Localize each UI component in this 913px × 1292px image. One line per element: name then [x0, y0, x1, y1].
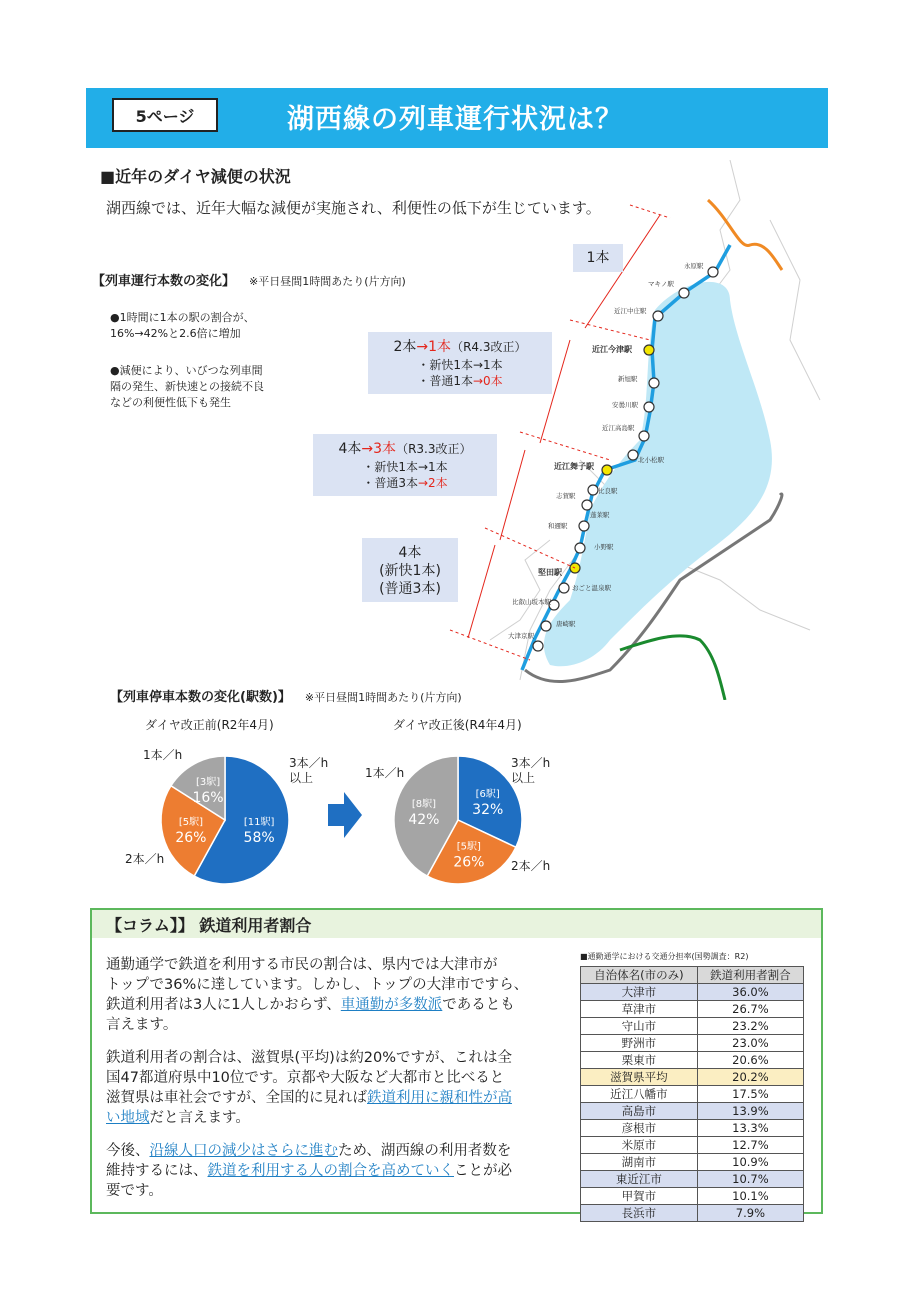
table-cell-name: 甲賀市 [581, 1188, 698, 1205]
box-text-red: →3本 [361, 441, 397, 457]
box-text: ・普通1本 [417, 374, 473, 388]
label-2h-before: 2本／h [125, 852, 165, 866]
train-count-note: ※平日昼間1時間あたり(片方向) [249, 275, 406, 288]
station-omi-imazu [644, 345, 654, 355]
box-text: （R3.3改正） [396, 442, 472, 456]
text: であるとも [442, 997, 515, 1013]
station-nagahara [708, 267, 718, 277]
table-row [581, 1188, 804, 1205]
label-text: 3本／h [289, 756, 329, 770]
station-kita-komatsu [628, 450, 638, 460]
train-count-title: 【列車運行本数の変化】 [92, 274, 236, 289]
station-shiga [582, 500, 592, 510]
box-1hon [573, 244, 623, 272]
box-line: (新快1本) [379, 563, 441, 579]
table-cell-name: 東近江市 [581, 1171, 698, 1188]
emphasis: い地域 [106, 1110, 150, 1126]
pie-slice-percent: 26% [175, 829, 207, 846]
table-cell-name: 大津市 [581, 984, 698, 1001]
pie-before-caption: ダイヤ改正前(R2年4月) [145, 718, 274, 732]
column-line: 要です。 [106, 1183, 163, 1199]
lake-biwa [544, 282, 772, 666]
station-label: 新旭駅 [618, 375, 638, 383]
table-header: 自治体名(市のみ) [581, 967, 698, 984]
column-line: トップで36%に達しています。しかし、トップの大津市ですら、 [106, 977, 529, 993]
pie-slice-percent: 16% [192, 790, 224, 807]
box-text: 4本 [338, 441, 362, 457]
table-row [581, 1001, 804, 1018]
emphasis: 車通勤が多数派 [340, 997, 443, 1013]
label-1h-after: 1本／h [365, 766, 405, 780]
bullet-line: 隔の発生、新快速との接続不良 [110, 380, 264, 393]
station-karasaki [541, 621, 551, 631]
table-cell-name: 高島市 [581, 1103, 698, 1120]
station-label: 大津京駅 [508, 632, 534, 640]
station-makino [679, 288, 689, 298]
box-line: ・新快1本→1本 [362, 460, 448, 474]
stops-heading [110, 686, 462, 705]
station-label: 和邇駅 [548, 522, 568, 530]
table-cell-value: 12.7% [697, 1137, 803, 1154]
pie-slice-percent: 32% [472, 802, 504, 819]
column-body [106, 955, 566, 1201]
table-cell-value: 23.2% [697, 1018, 803, 1035]
station-omi-nakasho [653, 311, 663, 321]
pie-slice-count: [8駅] [411, 799, 436, 811]
box-line [313, 440, 497, 459]
column-heading: 【コラム】】 鉄道利用者割合 [92, 910, 821, 938]
table-cell-name: 近江八幡市 [581, 1086, 698, 1103]
station-label: 近江中庄駅 [614, 307, 647, 315]
box-line [368, 373, 552, 389]
table-row [581, 1205, 804, 1222]
station-label: おごと温泉駅 [572, 584, 611, 592]
pie-chart-before [155, 750, 295, 890]
station-label: 比良駅 [598, 487, 618, 495]
column-line: 通勤通学で鉄道を利用する市民の割合は、県内では大津市が [106, 957, 498, 973]
table-cell-name: 湖南市 [581, 1154, 698, 1171]
box-text-red: →2本 [417, 476, 448, 490]
box-4hon [362, 538, 458, 602]
table-cell-name: 米原市 [581, 1137, 698, 1154]
column-line: 鉄道利用者の割合は、滋賀県(平均)は約20%ですが、これは全 [106, 1050, 513, 1066]
table-cell-name: 栗東市 [581, 1052, 698, 1069]
label-3h-before [289, 756, 328, 786]
station-label: 永原駅 [684, 262, 704, 270]
table-cell-name: 守山市 [581, 1018, 698, 1035]
bullet-line: などの利便性低下も発生 [110, 396, 231, 409]
column-line [106, 1141, 566, 1161]
table-cell-name: 長浜市 [581, 1205, 698, 1222]
table-cell-value: 10.9% [697, 1154, 803, 1171]
table-cell-name: 彦根市 [581, 1120, 698, 1137]
station-label: 志賀駅 [556, 492, 576, 500]
label-text: 以上 [511, 771, 536, 785]
pie-slice-percent: 42% [408, 812, 440, 829]
station-hira [588, 485, 598, 495]
table-cell-name: 野洲市 [581, 1035, 698, 1052]
pie-slice-percent: 58% [243, 829, 275, 846]
text: 今後、 [106, 1143, 150, 1159]
table-cell-value: 13.9% [697, 1103, 803, 1120]
emphasis: 沿線人口の減少はさらに進む [149, 1143, 338, 1159]
pie-slice-count: [6駅] [475, 789, 500, 801]
station-horai [579, 521, 589, 531]
bullet-1 [110, 310, 255, 342]
text: だと言えます。 [149, 1110, 250, 1126]
intro-text: 湖西線では、近年大幅な減便が実施され、利便性の低下が生じています。 [106, 199, 601, 217]
station-label: マキノ駅 [648, 280, 674, 288]
station-label: 比叡山坂本駅 [512, 598, 551, 606]
pie-slice-count: [5駅] [456, 841, 481, 853]
box-text: 2本 [393, 339, 417, 355]
station-label: 唐崎駅 [556, 620, 576, 628]
box-text: （R4.3改正） [451, 340, 527, 354]
table-cell-value: 20.2% [697, 1069, 803, 1086]
box-text-red: →1本 [416, 339, 452, 355]
table-row [581, 1120, 804, 1137]
stops-title: 【列車停車本数の変化(駅数)】 [110, 690, 291, 705]
pie-chart-after [388, 750, 528, 890]
table-cell-name: 滋賀県平均 [581, 1069, 698, 1086]
bullet-line: ●減便により、いびつな列車間 [110, 364, 263, 377]
table-row [581, 1052, 804, 1069]
text: 維持するには、 [106, 1163, 208, 1179]
table-cell-name: 草津市 [581, 1001, 698, 1018]
pie-after-caption: ダイヤ改正後(R4年4月) [393, 718, 522, 732]
column-line [106, 1088, 566, 1108]
orange-line [708, 200, 782, 270]
table-cell-value: 36.0% [697, 984, 803, 1001]
column-line: 国47都道府県中10位です。京都や大阪など大都市と比べると [106, 1070, 505, 1086]
label-3h-after [511, 756, 550, 786]
station-label: 安曇川駅 [612, 401, 638, 409]
table-caption: ■通勤通学における交通分担率(国勢調査：R2) [580, 952, 749, 961]
box-text: 1本 [586, 250, 610, 266]
station-label: 近江今津駅 [592, 345, 632, 354]
box-line: (普通3本) [379, 581, 441, 597]
table-row [581, 984, 804, 1001]
table-row [581, 1035, 804, 1052]
text: 鉄道利用者は3人に1人しかおらず、 [106, 997, 341, 1013]
bullet-2 [110, 363, 264, 411]
station-otsukyo [533, 641, 543, 651]
station-omi-maiko [602, 465, 612, 475]
table-cell-value: 7.9% [697, 1205, 803, 1222]
station-label: 北小松駅 [638, 456, 664, 464]
station-ogoto-onsen [559, 583, 569, 593]
box-line [313, 475, 497, 491]
pie-slice-count: [5駅] [178, 816, 203, 828]
pie-slice-percent: 26% [453, 854, 485, 871]
box-text: ・普通3本 [362, 476, 418, 490]
stops-note: ※平日昼間1時間あたり(片方向) [304, 691, 462, 704]
table-row [581, 1103, 804, 1120]
column-line [106, 1161, 566, 1181]
table-cell-value: 23.0% [697, 1035, 803, 1052]
table-cell-value: 17.5% [697, 1086, 803, 1103]
route-map [430, 160, 830, 700]
emphasis: 鉄道利用に親和性が高 [367, 1090, 512, 1106]
box-r3 [313, 434, 497, 496]
label-text: 3本／h [511, 756, 551, 770]
page-title: 湖西線の列車運行状況は？ [287, 103, 623, 135]
bullet-line: 16%→42%と2.6倍に増加 [110, 327, 241, 340]
column-line [106, 995, 566, 1015]
pie-slice-count: [3駅] [195, 777, 221, 789]
table-cell-value: 13.3% [697, 1120, 803, 1137]
station-shin-asahi [649, 378, 659, 388]
table-cell-value: 20.6% [697, 1052, 803, 1069]
table-row [581, 1137, 804, 1154]
table-row [581, 1154, 804, 1171]
table-row [581, 1069, 804, 1086]
green-line [620, 636, 725, 700]
station-adogawa [644, 402, 654, 412]
box-line [368, 338, 552, 357]
box-line: ・新快1本→1本 [417, 358, 503, 372]
table-cell-value: 10.1% [697, 1188, 803, 1205]
pie-slice-count: [11駅] [243, 816, 275, 828]
emphasis: 鉄道を利用する人の割合を高めていく [207, 1163, 454, 1179]
table-cell-value: 10.7% [697, 1171, 803, 1188]
table-row [581, 1086, 804, 1103]
station-label: 堅田駅 [538, 568, 562, 577]
label-1h-before: 1本／h [143, 748, 183, 762]
section-heading: ■近年のダイヤ減便の状況 [100, 167, 291, 186]
page-tag: 5ページ [112, 98, 218, 132]
station-omi-takashima [639, 431, 649, 441]
table-header: 鉄道利用者割合 [697, 967, 803, 984]
text: ことが必 [454, 1163, 512, 1179]
station-label: 近江高島駅 [602, 424, 635, 432]
station-wani [575, 543, 585, 553]
station-label: 小野駅 [594, 543, 614, 551]
column-line: 言えます。 [106, 1017, 178, 1033]
text: ため、湖西線の利用者数を [338, 1143, 512, 1159]
bullet-line: ●1時間に1本の駅の割合が、 [110, 311, 255, 324]
table-cell-value: 26.7% [697, 1001, 803, 1018]
station-label: 近江舞子駅 [554, 462, 594, 471]
box-r4 [368, 332, 552, 394]
station-label: 蓬莱駅 [590, 511, 610, 519]
label-2h-after: 2本／h [511, 859, 551, 873]
train-count-heading [92, 270, 406, 289]
box-line: 4本 [398, 545, 422, 561]
box-text-red: →0本 [472, 374, 503, 388]
text: 滋賀県は車社会ですが、全国的に見れば [106, 1090, 367, 1106]
table-row [581, 1018, 804, 1035]
label-text: 以上 [289, 771, 314, 785]
share-table [580, 966, 804, 1222]
column-line [106, 1108, 566, 1128]
arrow-right-icon [328, 790, 362, 840]
table-row [581, 1171, 804, 1188]
